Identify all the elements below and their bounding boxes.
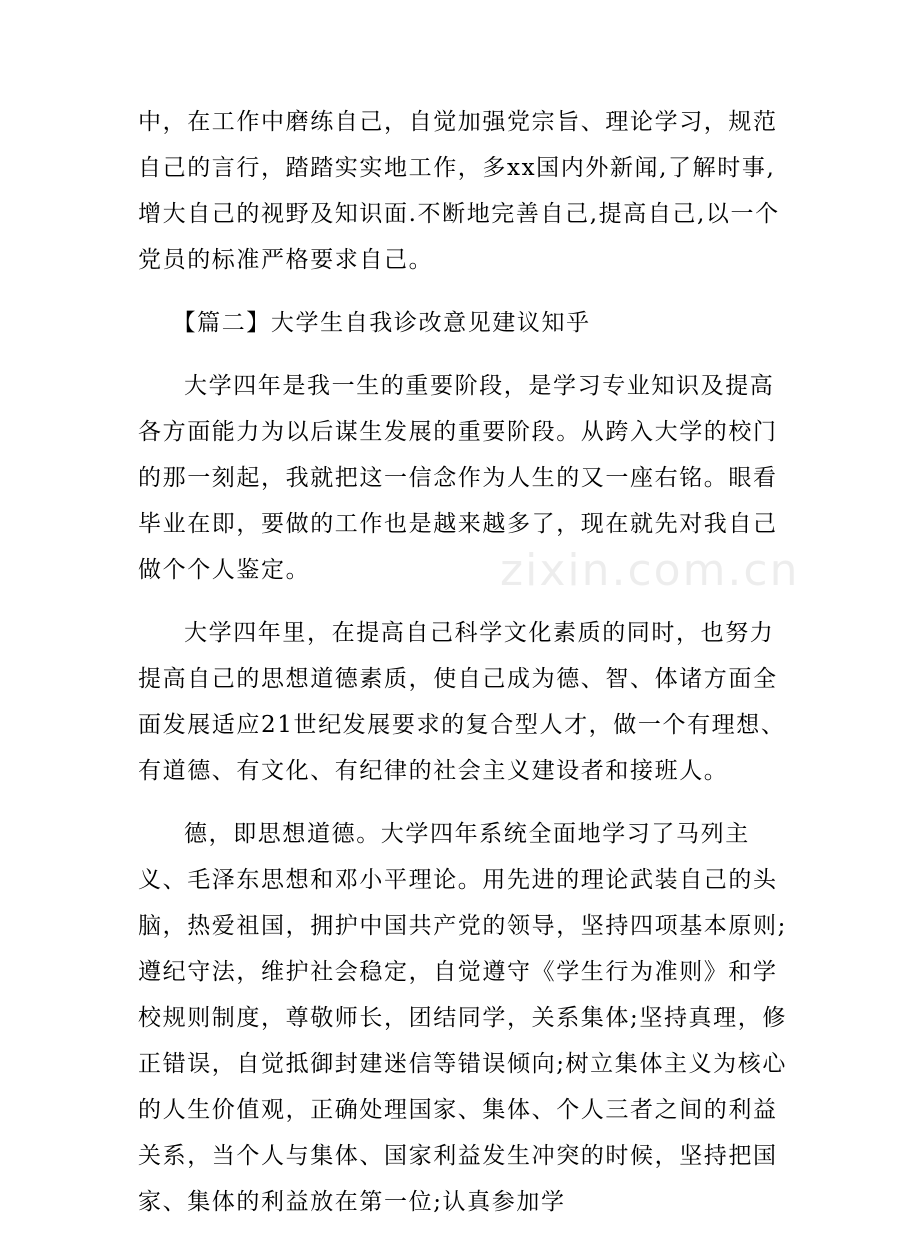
paragraph-morality: 德，即思想道德。大学四年系统全面地学习了马列主义、毛泽东思想和邓小平理论。用先进的理论武装自己的头脑，热爱祖国，拥护中国共产党的领导，坚持四项基本原则;遵纪守法，维护社会稳定，自觉遵守《学生行为准则》和学校规则制度，尊敬师长，团结同学，关系集体;坚持真理，修正错误，自觉抵御封建迷信等错误倾向;树立集体主义为核心的人生价值观，正确处理国家、集体、个人三者之间的利益关系，当个人与集体、国家利益发生冲突的时候，坚持把国家、集体的利益放在第一位;认真参加学: [138, 821, 787, 1215]
paragraph-intro: 大学四年是我一生的重要阶段，是学习专业知识及提高各方面能力为以后谋生发展的重要阶段。从跨入大学的校门的那一刻起，我就把这一信念作为人生的又一座右铭。眼看毕业在即，要做的工作也是越来越多了，现在就先对我自己做个个人鉴定。: [138, 373, 778, 583]
section-heading: 【篇二】大学生自我诊改意见建议知乎: [172, 310, 591, 336]
paragraph-continuation: 中，在工作中磨练自己，自觉加强党宗旨、理论学习，规范自己的言行，踏踏实实地工作，多xx国内外新闻,了解时事,增大自己的视野及知识面.不断地完善自己,提高自己,以一个党员的标准严格要求自己。: [138, 109, 780, 273]
watermark: zixin.com.cn: [500, 545, 800, 596]
paragraph-quality: 大学四年里，在提高自己科学文化素质的同时，也努力提高自己的思想道德素质，使自己成为德、智、体诸方面全面发展适应21世纪发展要求的复合型人才，做一个有理想、有道德、有文化、有纪律的社会主义建设者和接班人。: [138, 620, 786, 784]
document-body: [138, 99, 788, 1242]
